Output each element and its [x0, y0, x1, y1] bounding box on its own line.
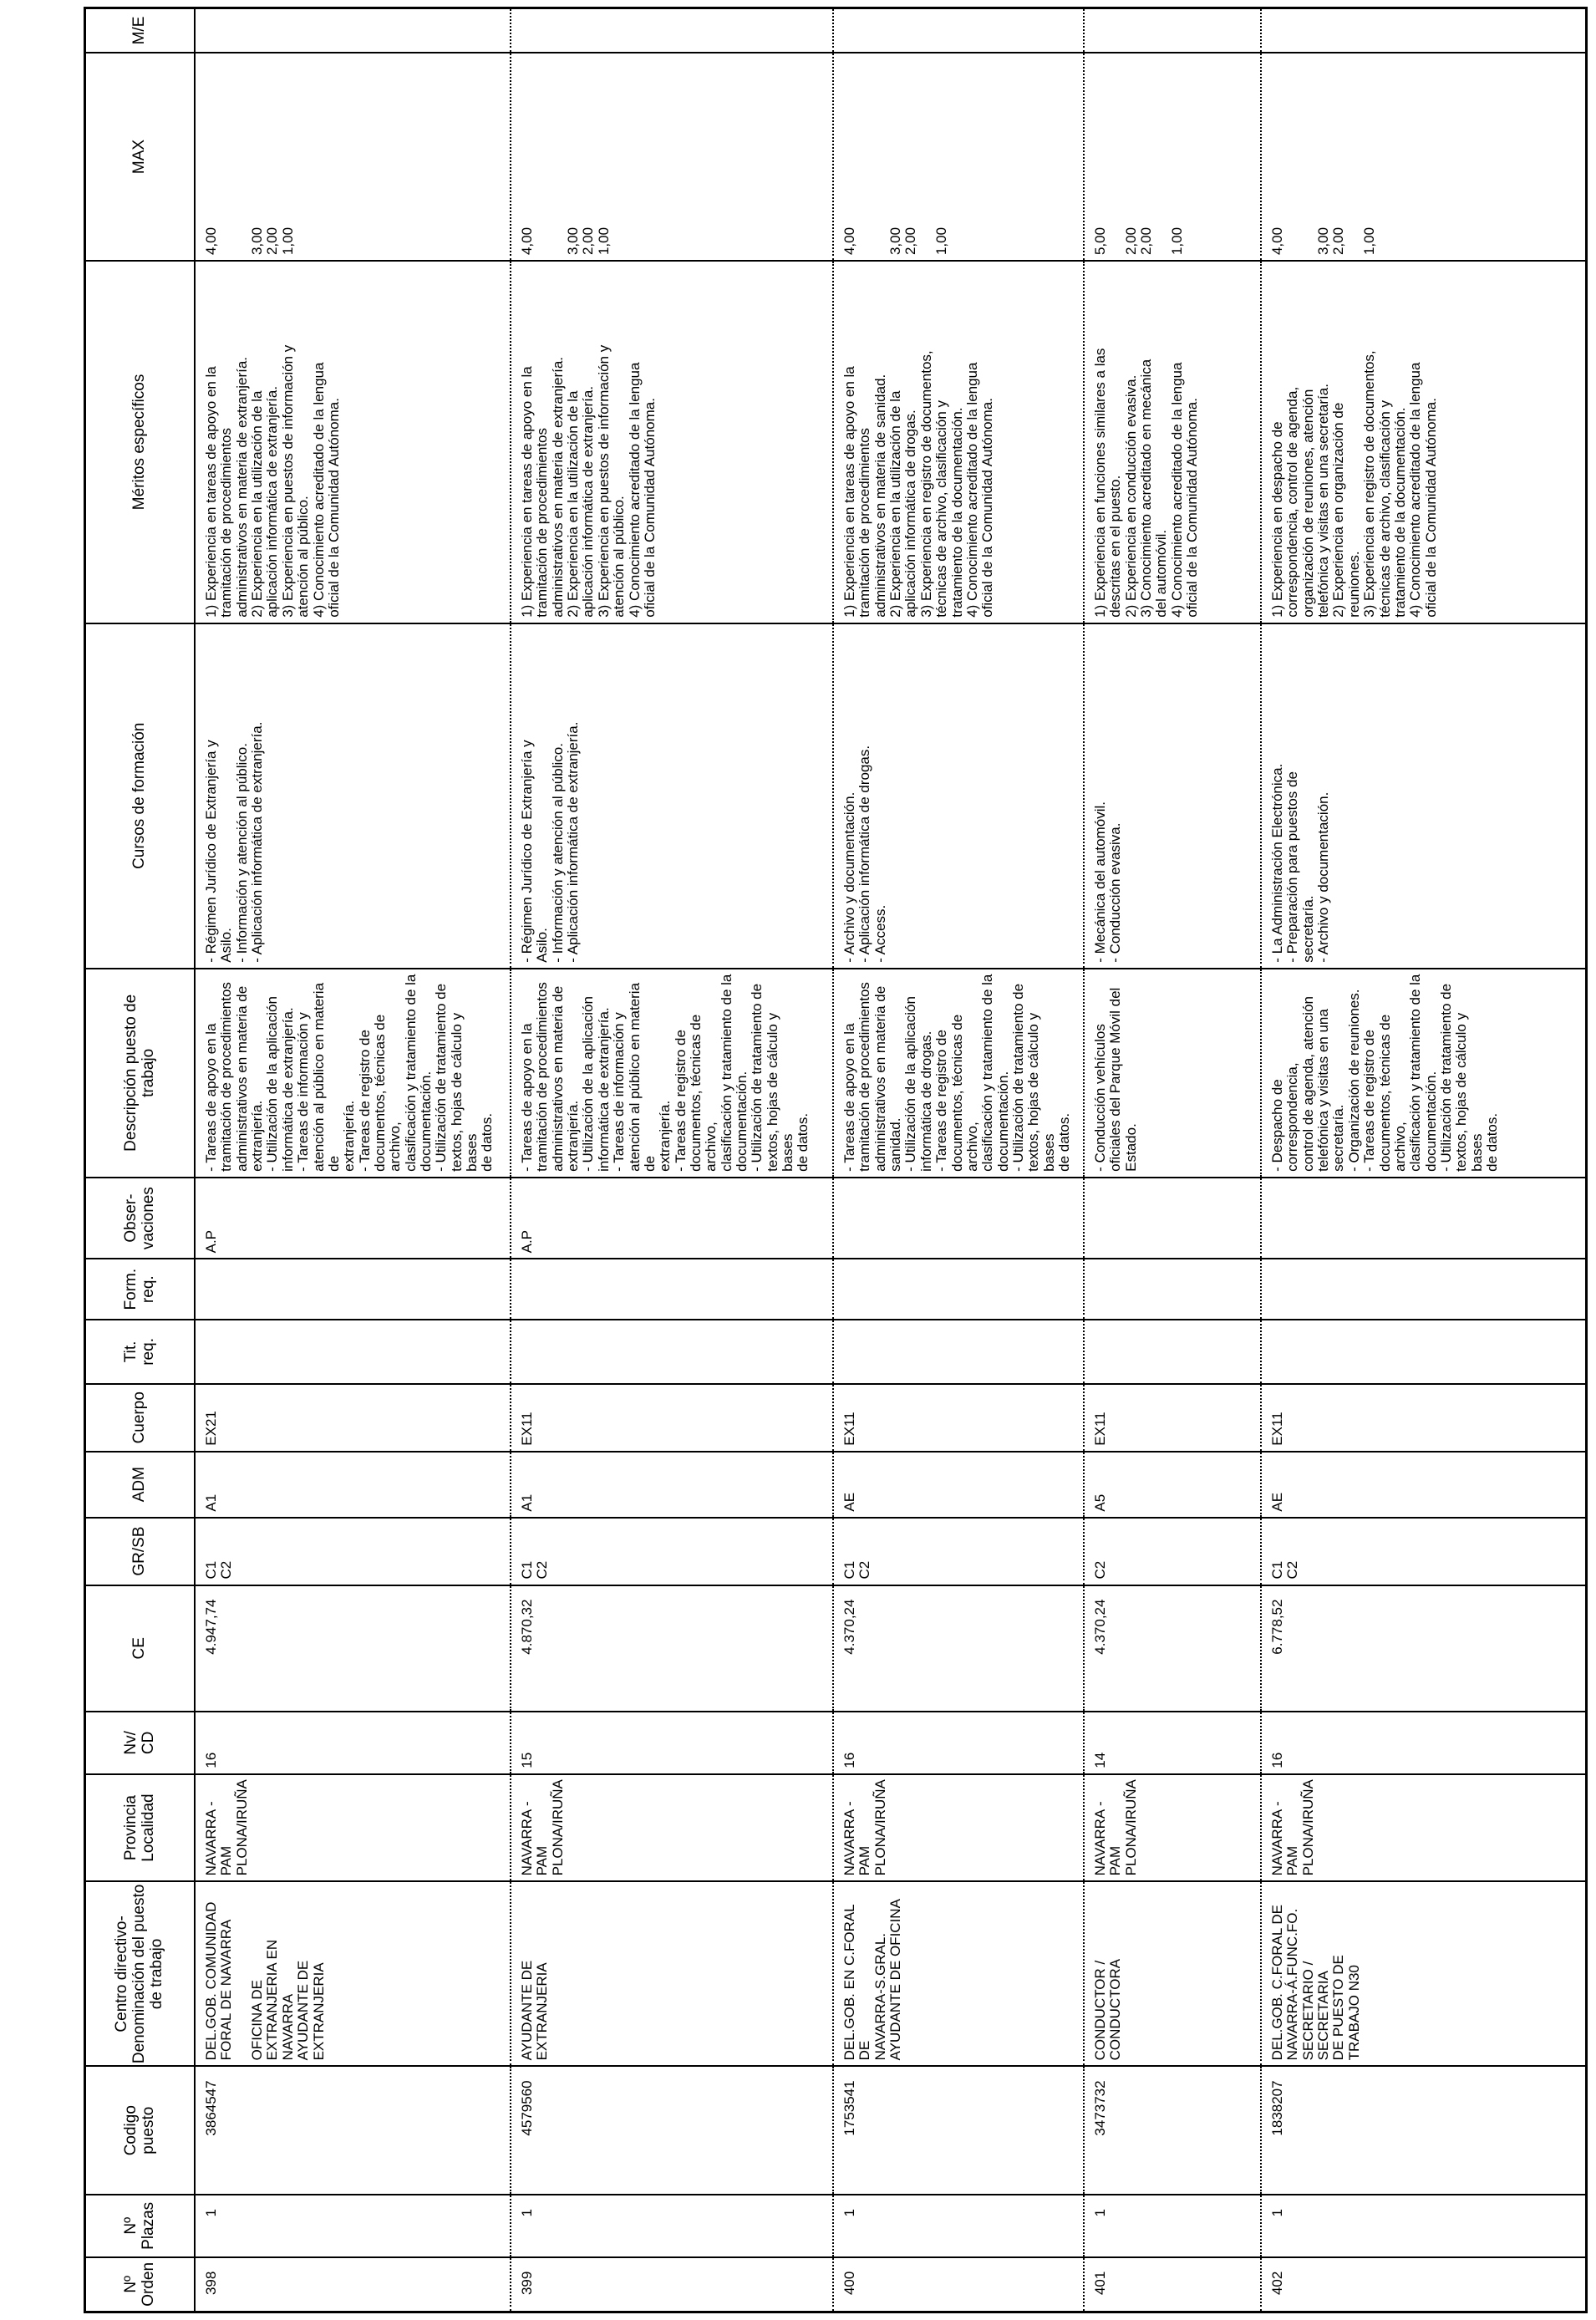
header-codigo: Codigo puesto [86, 2066, 195, 2195]
descripcion-cell: - Tareas de apoyo en la tramitación de procedimientos administrativos en materia de extranjería. - Utilización de la aplicación informática de extranjería. - Tareas de información y atención al público en materia de extranjería. - Tareas de registro de documentos, técnicas de archivo, clasificación y tratamiento de la documentación. - Utilización de tratamiento de textos, hojas de cálculo y bases de datos. [511, 969, 833, 1178]
codigo-cell: 1753541 [833, 2066, 1084, 2195]
puesto-name: SECRETARIO / SECRETARIA DE PUESTO DE TRABAJO N30 [1299, 1955, 1362, 2061]
cursos-cell: - La Administración Electrónica. - Preparación para puestos de secretaría. - Archivo y documentación. [1261, 623, 1585, 969]
me-cell [833, 9, 1084, 53]
titulacion-cell [195, 1320, 511, 1384]
orden-cell: 402 [1261, 2257, 1585, 2311]
header-grupo: GR/SB [86, 1518, 195, 1585]
plazas-cell: 1 [511, 2195, 833, 2257]
cuerpo-cell: EX11 [511, 1384, 833, 1452]
adm-cell: A5 [1084, 1452, 1261, 1518]
grupo-cell: C1 C2 [833, 1518, 1084, 1585]
centro-unit: DEL.GOB. COMUNIDAD FORAL DE NAVARRA OFICINA DE EXTRANJERIA EN NAVARRA [203, 1901, 296, 2061]
titulacion-cell [511, 1320, 833, 1384]
header-formacion: Form. req. [86, 1259, 195, 1320]
descripcion-cell: - Conducción vehículos oficiales del Parque Móvil del Estado. [1084, 969, 1261, 1178]
codigo-cell: 1838207 [1261, 2066, 1585, 2195]
centro-unit: DEL.GOB. C.FORAL DE NAVARRA-Á.FUNC.FO. [1269, 1904, 1301, 2061]
document-page [84, 7, 1588, 2313]
formacion-cell [511, 1259, 833, 1320]
nivel-cell: 16 [833, 1712, 1084, 1774]
header-me: M/E [86, 9, 195, 53]
codigo-cell: 3473732 [1084, 2066, 1261, 2195]
ce-cell: 4.370,24 [833, 1585, 1084, 1712]
titulacion-cell [833, 1320, 1084, 1384]
nivel-cell: 14 [1084, 1712, 1261, 1774]
descripcion-cell: - Tareas de apoyo en la tramitación de procedimientos administrativos en materia de sanidad. - Utilización de la aplicación informática de drogas. - Tareas de registro de documentos, técnicas de archivo, clasificación y tratamiento de la documentación. - Utilización de tratamiento de textos, hojas de cálculo y bases de datos. [833, 969, 1084, 1178]
me-cell [1084, 9, 1261, 53]
centro-cell [833, 1881, 1084, 2066]
grupo-cell: C1 C2 [511, 1518, 833, 1585]
orden-cell: 398 [195, 2257, 511, 2311]
grupo-cell: C2 [1084, 1518, 1261, 1585]
orden-cell: 399 [511, 2257, 833, 2311]
puesto-name: AYUDANTE DE EXTRANJERIA [295, 1960, 327, 2061]
table-row [1084, 9, 1261, 2311]
rotated-table-container [86, 9, 1585, 2311]
observaciones-cell [1084, 1178, 1261, 1259]
cursos-cell: - Régimen Jurídico de Extranjería y Asilo. - Información y atención al público. - Aplicación informática de extranjería. [195, 623, 511, 969]
formacion-cell [833, 1259, 1084, 1320]
observaciones-cell: A.P [511, 1178, 833, 1259]
me-cell [195, 9, 511, 53]
cuerpo-cell: EX11 [833, 1384, 1084, 1452]
header-cursos: Cursos de formación [86, 623, 195, 969]
descripcion-cell: - Despacho de correspondencia, control de agenda, atención telefónica y visitas en una secretaría. - Organización de reuniones. - Tareas de registro de documentos, técnicas de archivo, clasificación y tratamiento de la documentación. - Utilización de tratamiento de textos, hojas de cálculo y bases de datos. [1261, 969, 1585, 1178]
me-cell [511, 9, 833, 53]
puesto-name: AYUDANTE DE OFICINA [887, 1899, 904, 2061]
table-row [511, 9, 833, 2311]
adm-cell: AE [833, 1452, 1084, 1518]
job-positions-table [86, 9, 1585, 2311]
centro-cell [511, 1881, 833, 2066]
observaciones-cell: A.P [195, 1178, 511, 1259]
meritos-cell: 1) Experiencia en funciones similares a las descritas en el puesto. 2) Experiencia en conducción evasiva. 3) Conocimiento acreditado en mecánica del automóvil. 4) Conocimiento acreditado de la lengua oficial de la Comunidad Autónoma. [1084, 261, 1261, 623]
table-row [833, 9, 1084, 2311]
header-titulacion: Tit. req. [86, 1320, 195, 1384]
codigo-cell: 4579560 [511, 2066, 833, 2195]
me-cell [1261, 9, 1585, 53]
max-cell: 4,00 3,00 2,00 1,00 [511, 53, 833, 261]
adm-cell: A1 [195, 1452, 511, 1518]
header-row [86, 9, 195, 2311]
cursos-cell: - Mecánica del automóvil. - Conducción evasiva. [1084, 623, 1261, 969]
provincia-cell: NAVARRA - PAM PLONA/IRUÑA [833, 1774, 1084, 1882]
header-ce: CE [86, 1585, 195, 1712]
cuerpo-cell: EX11 [1084, 1384, 1261, 1452]
provincia-cell: NAVARRA - PAM PLONA/IRUÑA [1084, 1774, 1261, 1882]
nivel-cell: 16 [1261, 1712, 1585, 1774]
ce-cell: 4.370,24 [1084, 1585, 1261, 1712]
header-max: MAX [86, 53, 195, 261]
max-cell: 4,00 3,00 2,00 1,00 [195, 53, 511, 261]
header-provincia: Provincia Localidad [86, 1774, 195, 1882]
max-cell: 5,00 2,00 2,00 1,00 [1084, 53, 1261, 261]
provincia-cell: NAVARRA - PAM PLONA/IRUÑA [195, 1774, 511, 1882]
table-row [1261, 9, 1585, 2311]
max-cell: 4,00 3,00 2,00 1,00 [1261, 53, 1585, 261]
cursos-cell: - Archivo y documentación. - Aplicación informática de drogas. - Access. [833, 623, 1084, 969]
adm-cell: A1 [511, 1452, 833, 1518]
table-row [195, 9, 511, 2311]
grupo-cell: C1 C2 [1261, 1518, 1585, 1585]
adm-cell: AE [1261, 1452, 1585, 1518]
header-observaciones: Obser- vaciones [86, 1178, 195, 1259]
header-centro: Centro directivo- Denominación del puesto de trabajo [86, 1881, 195, 2066]
ce-cell: 6.778,52 [1261, 1585, 1585, 1712]
header-orden: Nº Orden [86, 2257, 195, 2311]
header-cuerpo: Cuerpo [86, 1384, 195, 1452]
formacion-cell [1084, 1259, 1261, 1320]
formacion-cell [195, 1259, 511, 1320]
ce-cell: 4.947,74 [195, 1585, 511, 1712]
meritos-cell: 1) Experiencia en tareas de apoyo en la tramitación de procedimientos administrativos en materia de extranjería. 2) Experiencia en la utilización de la aplicación informática de extranjería. 3) Experiencia en puestos de información y atención al público. 4) Conocimiento acreditado de la lengua oficial de la Comunidad Autónoma. [511, 261, 833, 623]
header-adm: ADM [86, 1452, 195, 1518]
cuerpo-cell: EX21 [195, 1384, 511, 1452]
orden-cell: 400 [833, 2257, 1084, 2311]
cuerpo-cell: EX11 [1261, 1384, 1585, 1452]
orden-cell: 401 [1084, 2257, 1261, 2311]
nivel-cell: 16 [195, 1712, 511, 1774]
grupo-cell: C1 C2 [195, 1518, 511, 1585]
plazas-cell: 1 [833, 2195, 1084, 2257]
titulacion-cell [1261, 1320, 1585, 1384]
header-plazas: Nº Plazas [86, 2195, 195, 2257]
plazas-cell: 1 [195, 2195, 511, 2257]
provincia-cell: NAVARRA - PAM PLONA/IRUÑA [511, 1774, 833, 1882]
centro-unit: DEL.GOB. EN C.FORAL DE NAVARRA-S.GRAL. [841, 1904, 888, 2061]
ce-cell: 4.870,32 [511, 1585, 833, 1712]
observaciones-cell [1261, 1178, 1585, 1259]
centro-cell [1261, 1881, 1585, 2066]
plazas-cell: 1 [1084, 2195, 1261, 2257]
header-descripcion: Descripción puesto de trabajo [86, 969, 195, 1178]
provincia-cell: NAVARRA - PAM PLONA/IRUÑA [1261, 1774, 1585, 1882]
codigo-cell: 3864547 [195, 2066, 511, 2195]
nivel-cell: 15 [511, 1712, 833, 1774]
titulacion-cell [1084, 1320, 1261, 1384]
plazas-cell: 1 [1261, 2195, 1585, 2257]
header-meritos: Méritos específicos [86, 261, 195, 623]
meritos-cell: 1) Experiencia en tareas de apoyo en la tramitación de procedimientos administrativos en materia de extranjería. 2) Experiencia en la utilización de la aplicación informática de extranjería. 3) Experiencia en puestos de información y atención al público. 4) Conocimiento acreditado de la lengua oficial de la Comunidad Autónoma. [195, 261, 511, 623]
max-cell: 4,00 3,00 2,00 1,00 [833, 53, 1084, 261]
meritos-cell: 1) Experiencia en tareas de apoyo en la tramitación de procedimientos administrativos en materia de sanidad. 2) Experiencia en la utilización de la aplicación informática de drogas. 3) Experiencia en registro de documentos, técnicas de archivo, clasificación y tratamiento de la documentación. 4) Conocimiento acreditado de la lengua oficial de la Comunidad Autónoma. [833, 261, 1084, 623]
puesto-name: CONDUCTOR / CONDUCTORA [1092, 1958, 1124, 2061]
formacion-cell [1261, 1259, 1585, 1320]
centro-cell [1084, 1881, 1261, 2066]
meritos-cell: 1) Experiencia en despacho de correspondencia, control de agenda, organización de reuniones, atención telefónica y visitas en una secretaría. 2) Experiencia en organización de reuniones. 3) Experiencia en registro de documentos, técnicas de archivo, clasificación y tratamiento de la documentación. 4) Conocimiento acreditado de la lengua oficial de la Comunidad Autónoma. [1261, 261, 1585, 623]
observaciones-cell [833, 1178, 1084, 1259]
cursos-cell: - Régimen Jurídico de Extranjería y Asilo. - Información y atención al público. - Aplicación informática de extranjería. [511, 623, 833, 969]
puesto-name: AYUDANTE DE EXTRANJERIA [519, 1960, 551, 2061]
centro-cell [195, 1881, 511, 2066]
descripcion-cell: - Tareas de apoyo en la tramitación de procedimientos administrativos en materia de extranjería. - Utilización de la aplicación informática de extranjería. - Tareas de información y atención al público en materia de extranjería. - Tareas de registro de documentos, técnicas de archivo, clasificación y tratamiento de la documentación. - Utilización de tratamiento de textos, hojas de cálculo y bases de datos. [195, 969, 511, 1178]
header-nivel: Nv/ CD [86, 1712, 195, 1774]
